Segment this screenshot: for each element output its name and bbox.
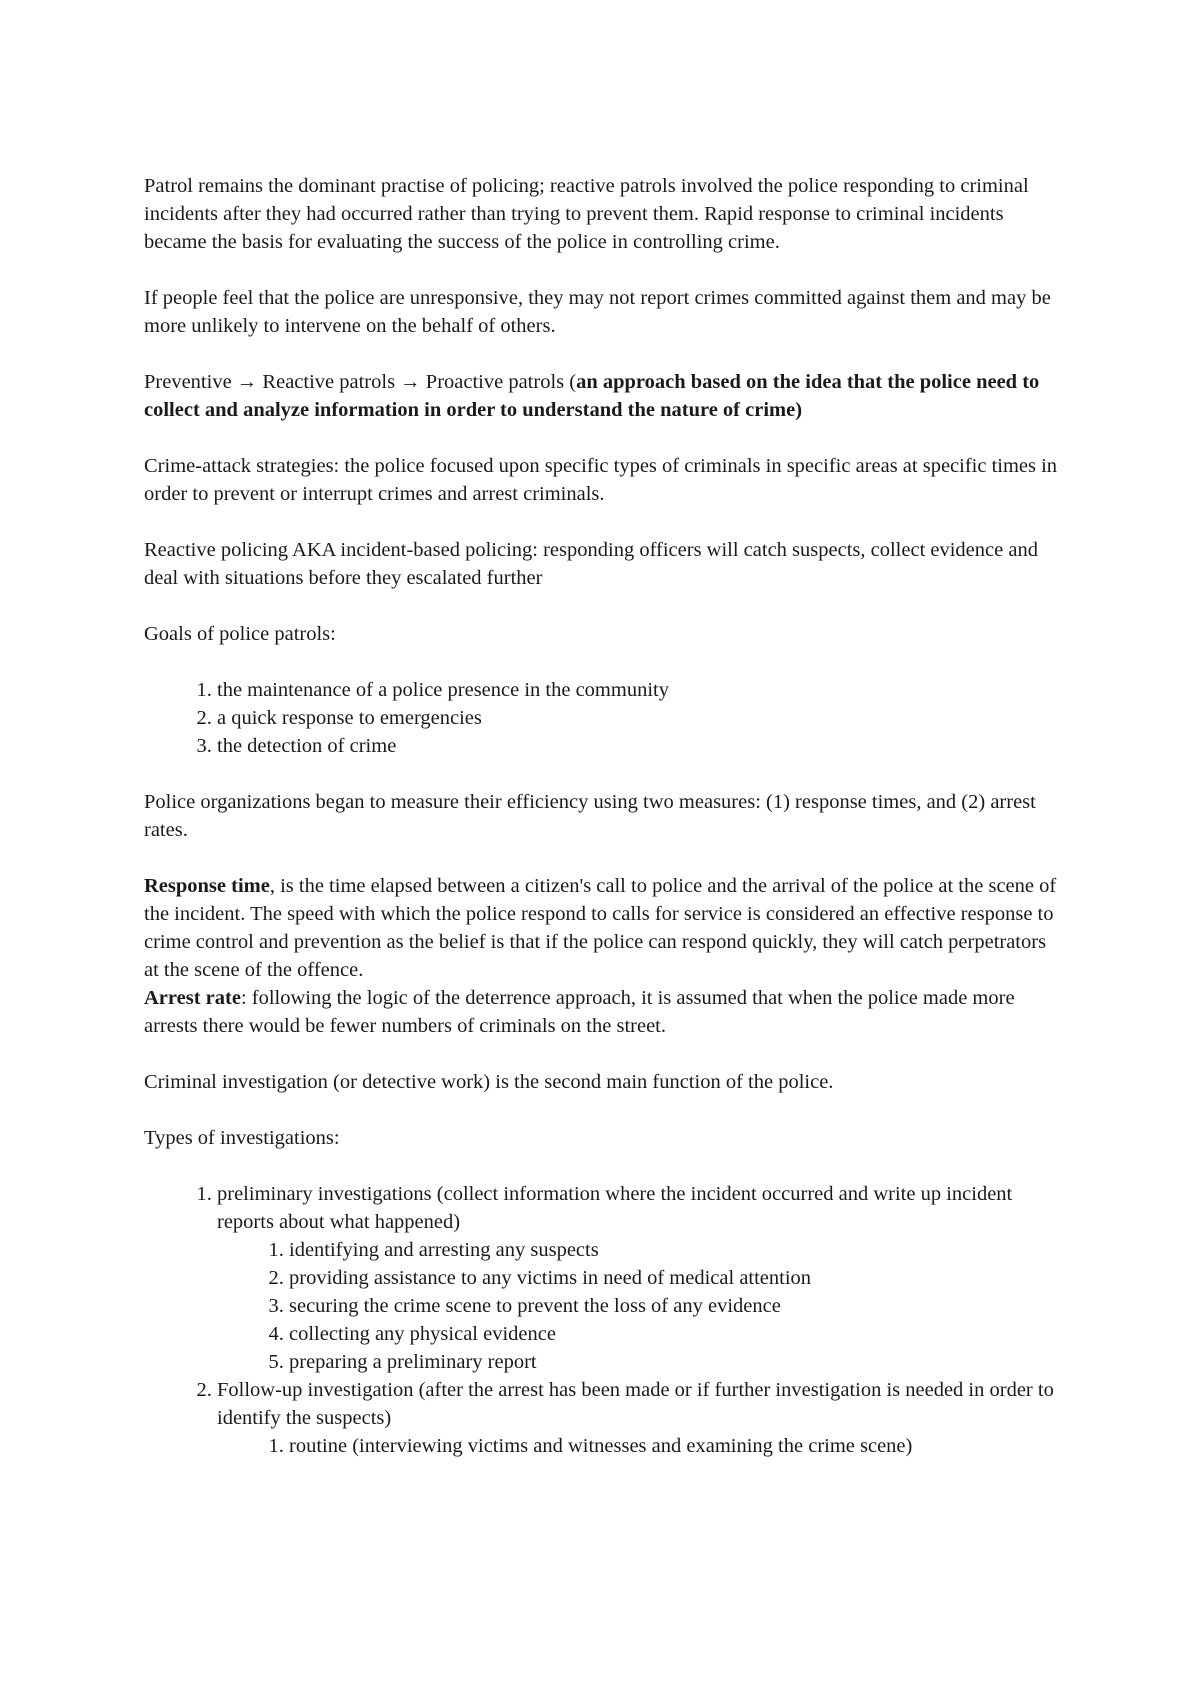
investigation-steps-list [217,1236,1064,1376]
arrest-rate-term: Arrest rate [144,987,241,1009]
goals-list [144,676,1064,760]
investigation-step: 3. securing the crime scene to prevent the loss of any evidence [289,1292,1064,1320]
paragraph-patrol-progression [144,368,1064,424]
document-body [144,172,1064,1488]
investigation-steps-list [217,1432,1064,1460]
paragraph-patrol: Patrol remains the dominant practise of policing; reactive patrols involved the police responding to criminal incidents after they had occurred rather than trying to prevent them. Rapid response to criminal incidents became the basis for evaluating the success of the police in controlling crime. [144,175,1029,253]
investigation-step: 4. collecting any physical evidence [289,1320,1064,1348]
investigation-step: 1. routine (interviewing victims and witnesses and examining the crime scene) [289,1432,1064,1460]
paragraph-response-time [144,872,1064,984]
goals-heading: Goals of police patrols: [144,623,336,645]
paragraph-criminal-investigation: Criminal investigation (or detective work) is the second main function of the police. [144,1071,834,1093]
investigation-item [217,1180,1064,1376]
response-time-term: Response time [144,875,270,897]
progression-bold-text: an approach based on the idea that the police need to collect and analyze information in order to understand the nature of crime) [144,371,1040,421]
paragraph-unresponsive: If people feel that the police are unresponsive, they may not report crimes committed against them and may be more unlikely to intervene on the behalf of others. [144,287,1051,337]
paragraph-arrest-rate [144,984,1064,1040]
response-time-text: , is the time elapsed between a citizen's call to police and the arrival of the police at the scene of the incident. The speed with which the police respond to calls for service is considered an effective response to crime control and prevention as the belief is that if the police can respond quickly, they will catch perpetrators at the scene of the offence. [144,875,1057,981]
investigation-item [217,1376,1064,1460]
paragraph-crime-attack: Crime-attack strategies: the police focused upon specific types of criminals in specific areas at specific times in order to prevent or interrupt crimes and arrest criminals. [144,455,1058,505]
paragraph-measures: Police organizations began to measure their efficiency using two measures: (1) response times, and (2) arrest rates. [144,791,1036,841]
investigation-label: preliminary investigations (collect information where the incident occurred and write up incident reports about what happened) [217,1183,1013,1233]
progression-text: Preventive → Reactive patrols → Proactive patrols ( [144,371,577,393]
investigation-label: Follow-up investigation (after the arrest has been made or if further investigation is needed in order to identify the suspects) [217,1379,1054,1429]
goal-item: 3. the detection of crime [217,732,1064,760]
goal-item: 1. the maintenance of a police presence in the community [217,676,1064,704]
arrest-rate-text: : following the logic of the deterrence approach, it is assumed that when the police made more arrests there would be fewer numbers of criminals on the street. [144,987,1015,1037]
paragraph-reactive-policing: Reactive policing AKA incident-based policing: responding officers will catch suspects, collect evidence and deal with situations before they escalated further [144,539,1038,589]
investigation-step: 2. providing assistance to any victims in need of medical attention [289,1264,1064,1292]
investigations-list [144,1180,1064,1460]
investigation-step: 5. preparing a preliminary report [289,1348,1064,1376]
types-heading: Types of investigations: [144,1127,340,1149]
investigation-step: 1. identifying and arresting any suspects [289,1236,1064,1264]
goal-item: 2. a quick response to emergencies [217,704,1064,732]
